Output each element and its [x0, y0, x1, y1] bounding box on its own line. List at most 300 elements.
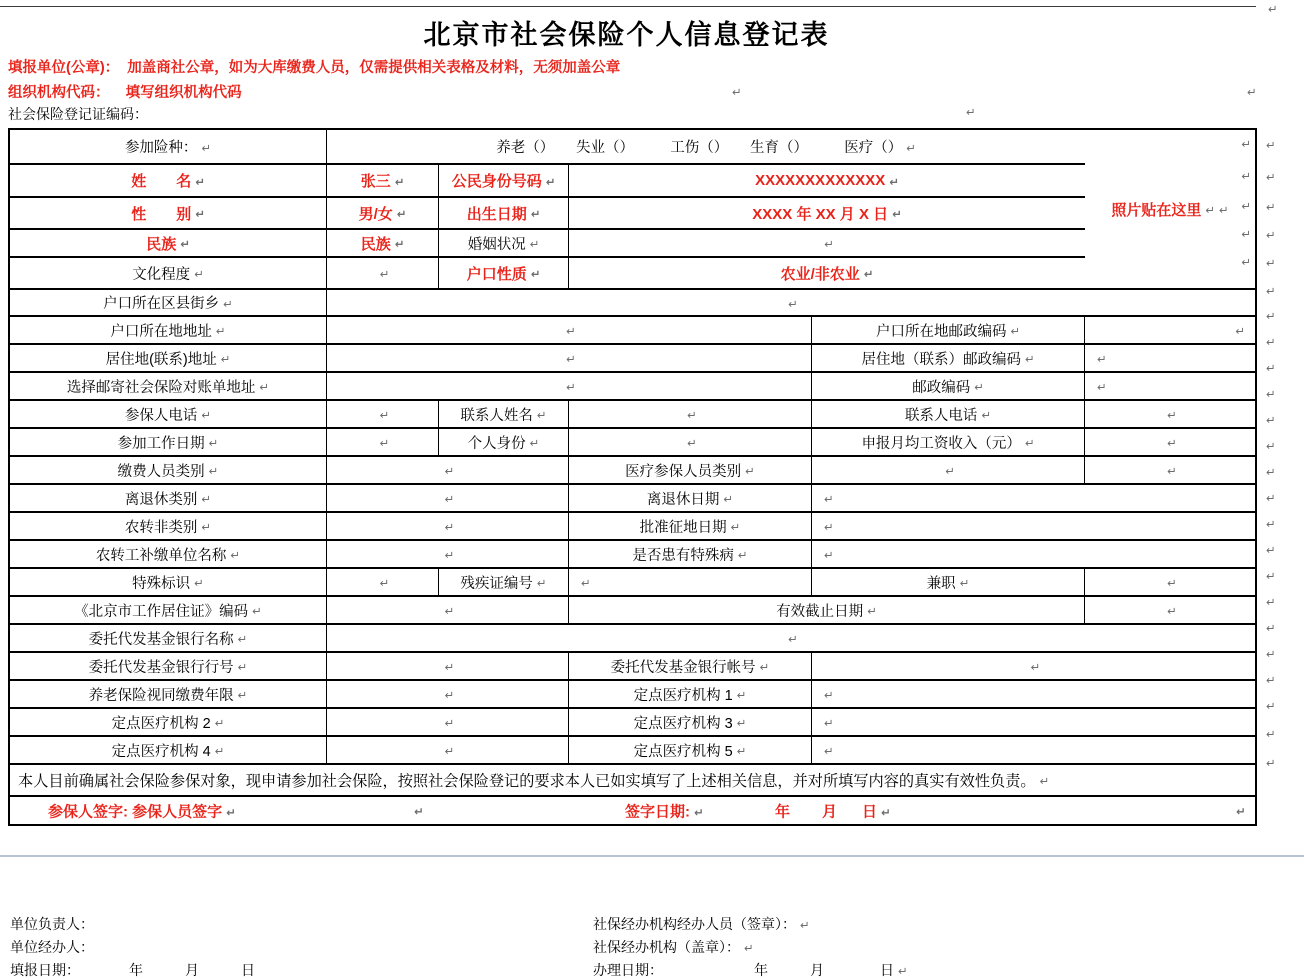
table-cell-label[interactable] — [439, 198, 569, 228]
note-org-code-label: 组织机构代码： — [8, 85, 110, 101]
table-cell-input[interactable] — [327, 737, 569, 763]
top-rows-container — [10, 130, 1085, 288]
pilcrow-mark: ↵ — [1219, 203, 1229, 217]
table-cell-input[interactable] — [1085, 569, 1255, 595]
table-cell-input[interactable] — [812, 541, 1255, 567]
pilcrow-mark: ↵ — [444, 464, 455, 478]
cell-text: 离退休类别 — [124, 491, 198, 508]
pilcrow-mark: ↵ — [379, 436, 390, 450]
table-cell-input[interactable] — [327, 541, 569, 567]
table-cell-input[interactable] — [812, 737, 1255, 763]
cell-text: 参加工作日期 — [117, 435, 205, 452]
pilcrow-mark: ↵ — [1097, 380, 1107, 394]
pilcrow-mark: ↵ — [195, 207, 205, 221]
table-cell-label — [569, 513, 812, 539]
pilcrow-mark: ↵ — [1266, 755, 1276, 770]
table-row — [10, 709, 1255, 737]
table-cell-label — [569, 457, 812, 483]
table-cell-label — [812, 569, 1085, 595]
pilcrow-mark: ↵ — [201, 140, 212, 155]
footer-line-text: 单位经办人： — [10, 939, 94, 955]
pilcrow-mark: ↵ — [1266, 673, 1276, 687]
table-cell-label — [569, 597, 1085, 623]
table-cell-input[interactable] — [327, 258, 439, 288]
cell-text: 《北京市工作居住证》编码 — [74, 603, 249, 620]
table-cell-label — [10, 513, 327, 539]
table-cell-input[interactable] — [1085, 345, 1255, 371]
cell-text: 定点医疗机构 1 — [633, 687, 733, 704]
table-cell-input[interactable] — [569, 401, 812, 427]
signature-item — [775, 800, 790, 821]
note-fill-unit — [8, 56, 620, 77]
table-row — [10, 457, 1255, 485]
pilcrow-mark: ↵ — [1266, 283, 1276, 298]
table-cell-input[interactable] — [327, 485, 569, 511]
pilcrow-mark: ↵ — [1266, 595, 1276, 609]
signature-item — [625, 800, 704, 821]
declaration-cell — [10, 765, 1255, 795]
pilcrow-mark: ↵ — [959, 576, 970, 590]
footer-line-right-0 — [593, 914, 810, 934]
pilcrow-mark: ↵ — [824, 492, 834, 506]
cell-text: 医疗参保人员类别 — [625, 463, 742, 480]
table-cell-input[interactable] — [1085, 457, 1255, 483]
pilcrow-mark: ↵ — [530, 267, 541, 281]
registration-cert-number-label: 社会保险登记证编码： — [8, 106, 148, 122]
table-row — [10, 373, 1255, 401]
pilcrow-mark: ↵ — [195, 174, 205, 189]
table-cell-label — [10, 258, 327, 288]
pilcrow-mark: ↵ — [379, 408, 390, 422]
pilcrow-mark: ↵ — [1024, 436, 1035, 450]
cell-text: 男/女 — [358, 205, 393, 223]
footer-line-right-1 — [593, 937, 754, 957]
pilcrow-mark: ↵ — [1266, 543, 1276, 557]
cell-text: 文化程度 — [132, 266, 191, 283]
pilcrow-mark: ↵ — [536, 576, 547, 590]
table-cell-label — [10, 401, 327, 427]
pilcrow-mark: ↵ — [867, 604, 877, 618]
cell-text: 民族 — [146, 235, 177, 253]
pilcrow-mark: ↵ — [379, 267, 390, 281]
table-cell-label — [439, 230, 569, 256]
table-cell-label — [569, 709, 812, 735]
pilcrow-mark: ↵ — [1039, 774, 1050, 788]
pilcrow-mark: ↵ — [889, 174, 899, 189]
table-row — [10, 653, 1255, 681]
cell-text: 邮政编码 — [912, 379, 971, 396]
cell-text: 性 别 — [131, 205, 192, 223]
table-cell-input[interactable] — [1085, 597, 1255, 623]
table-cell-label — [10, 625, 327, 651]
pilcrow-mark: ↵ — [201, 408, 212, 422]
pilcrow-mark: ↵ — [1266, 387, 1276, 401]
pilcrow-mark: ↵ — [1266, 137, 1276, 152]
cell-text: 参保人电话 — [124, 407, 198, 424]
pilcrow-mark: ↵ — [215, 324, 226, 338]
table-cell-label — [812, 373, 1085, 399]
pilcrow-mark: ↵ — [1266, 647, 1276, 661]
table-cell-label[interactable] — [327, 198, 439, 228]
table-cell-label — [10, 373, 327, 399]
pilcrow-mark: ↵ — [259, 380, 270, 394]
window-bottom-edge — [0, 855, 1304, 857]
table-cell-input[interactable] — [569, 569, 812, 595]
table-row — [10, 597, 1255, 625]
pilcrow-mark: ↵ — [394, 174, 405, 189]
table-row — [10, 130, 1085, 165]
cell-text: 联系人电话 — [904, 407, 978, 424]
table-row — [10, 258, 1085, 288]
table-cell-input[interactable] — [327, 653, 569, 679]
pilcrow-mark: ↵ — [1030, 660, 1041, 674]
cell-text: 个人身份 — [467, 435, 526, 452]
pilcrow-mark: ↵ — [824, 744, 834, 758]
pilcrow-mark: ↵ — [1241, 199, 1251, 213]
table-row — [10, 401, 1255, 429]
pilcrow-mark: ↵ — [394, 237, 405, 251]
table-row — [10, 230, 1085, 258]
pilcrow-mark: ↵ — [444, 492, 455, 506]
pilcrow-mark: ↵ — [1266, 699, 1276, 713]
cell-text: 残疾证编号 — [460, 575, 533, 592]
table-cell-label — [569, 541, 812, 567]
table-cell-label — [439, 569, 569, 595]
table-cell-label — [327, 130, 1085, 163]
pilcrow-mark: ↵ — [1268, 2, 1278, 16]
table-cell-input[interactable] — [327, 457, 569, 483]
table-cell-input[interactable] — [812, 653, 1255, 679]
table-cell-input[interactable] — [1085, 317, 1255, 343]
pilcrow-mark: ↵ — [906, 140, 916, 155]
cell-text: 参加险种： — [124, 140, 198, 156]
table-cell-label — [10, 541, 327, 567]
footer-line-right-2 — [593, 960, 908, 980]
pilcrow-mark: ↵ — [1266, 335, 1276, 349]
cell-text: 申报月均工资收入（元） — [861, 435, 1021, 452]
note-org-code — [8, 81, 242, 102]
pilcrow-mark: ↵ — [1266, 169, 1276, 184]
pilcrow-mark: ↵ — [788, 296, 798, 311]
table-cell-label — [10, 737, 327, 763]
table-cell-label — [10, 653, 327, 679]
pilcrow-mark: ↵ — [736, 688, 747, 702]
cell-text: XXXX 年 XX 月 X 日 — [752, 205, 889, 223]
pilcrow-mark: ↵ — [180, 237, 190, 251]
cell-text: 定点医疗机构 4 — [111, 743, 211, 760]
footer-line-text: 单位负责人： — [10, 916, 94, 932]
table-cell-input[interactable] — [327, 345, 812, 371]
pilcrow-mark: ↵ — [1205, 203, 1216, 217]
cell-text: 委托代发基金银行行号 — [88, 659, 234, 676]
note-fill-unit-text: 加盖商社公章，如为大库缴费人员，仅需提供相关表格及材料，无须加盖公章 — [119, 60, 621, 76]
table-row — [10, 569, 1255, 597]
table-cell-input[interactable] — [812, 513, 1255, 539]
pilcrow-mark: ↵ — [892, 207, 902, 221]
table-cell-input[interactable] — [327, 429, 439, 455]
footer-line-text: 办理日期： 年 月 日 — [593, 962, 894, 978]
pilcrow-mark: ↵ — [444, 604, 455, 618]
table-cell-label[interactable] — [439, 165, 569, 196]
table-cell-input[interactable] — [812, 485, 1255, 511]
table-cell-label — [812, 317, 1085, 343]
signature-row — [10, 797, 1255, 824]
pilcrow-mark: ↵ — [530, 207, 541, 221]
table-cell-input[interactable] — [569, 429, 812, 455]
table-cell-label[interactable] — [569, 165, 1085, 196]
signature-item — [862, 800, 891, 821]
table-cell-input[interactable] — [327, 513, 569, 539]
pilcrow-mark: ↵ — [208, 436, 219, 450]
pilcrow-mark: ↵ — [736, 716, 747, 730]
table-cell-label — [569, 737, 812, 763]
cell-text: 居住地(联系)地址 — [105, 351, 217, 368]
pilcrow-mark: ↵ — [1266, 200, 1276, 214]
pilcrow-mark: ↵ — [1241, 255, 1251, 269]
signature-item-text: 参保人签字: 参保人员签字 — [48, 803, 223, 820]
cell-text: XXXXXXXXXXXXX — [755, 172, 886, 189]
pilcrow-mark: ↵ — [981, 408, 992, 422]
table-cell-label — [10, 130, 327, 163]
pilcrow-mark: ↵ — [824, 520, 834, 534]
table-cell-input[interactable] — [327, 681, 569, 707]
cell-text: 姓 名 — [131, 173, 192, 190]
pilcrow-mark: ↵ — [1241, 137, 1251, 151]
table-cell-label — [439, 429, 569, 455]
pilcrow-mark: ↵ — [1167, 576, 1177, 590]
footer-line-text: 社保经办机构（盖章）： — [593, 939, 740, 955]
pilcrow-mark: ↵ — [414, 804, 424, 818]
table-cell-input[interactable] — [327, 625, 1255, 651]
table-cell-label — [10, 345, 327, 371]
page-top-border — [0, 6, 1256, 7]
table-cell-label[interactable] — [10, 198, 327, 228]
cell-text: 户口所在区县街乡 — [103, 296, 220, 312]
footer-line-text: 社保经办机构经办人员（签章）： — [593, 916, 796, 932]
pilcrow-mark: ↵ — [1167, 464, 1177, 478]
pilcrow-mark: ↵ — [1266, 413, 1276, 427]
cell-text: 委托代发基金银行帐号 — [610, 659, 756, 676]
pilcrow-mark: ↵ — [723, 492, 734, 506]
table-cell-input[interactable] — [812, 681, 1255, 707]
table-cell-label[interactable] — [439, 258, 569, 288]
pilcrow-mark: ↵ — [237, 688, 248, 702]
pilcrow-mark: ↵ — [444, 716, 455, 730]
table-cell-input[interactable] — [1085, 401, 1255, 427]
cell-text: 张三 — [360, 173, 391, 190]
table-row — [10, 541, 1255, 569]
table-row — [10, 345, 1255, 373]
pilcrow-mark: ↵ — [759, 660, 770, 674]
table-row — [10, 198, 1085, 230]
signature-item-text: 签字日期: — [625, 803, 690, 820]
table-cell-label — [569, 485, 812, 511]
pilcrow-mark: ↵ — [545, 174, 556, 189]
cell-text: 批准征地日期 — [639, 519, 727, 536]
table-cell-input[interactable] — [327, 290, 1255, 315]
cell-text: 农业/非农业 — [780, 265, 860, 283]
cell-text: 农转非类别 — [124, 519, 198, 536]
pilcrow-mark: ↵ — [945, 464, 955, 478]
pilcrow-mark: ↵ — [566, 324, 576, 338]
pilcrow-mark: ↵ — [863, 267, 874, 281]
table-cell-input[interactable] — [327, 709, 569, 735]
pilcrow-mark: ↵ — [529, 436, 540, 450]
pilcrow-mark: ↵ — [566, 352, 576, 366]
table-row — [10, 737, 1255, 765]
pilcrow-mark: ↵ — [237, 660, 248, 674]
pilcrow-mark: ↵ — [580, 576, 591, 590]
pilcrow-mark: ↵ — [1266, 309, 1276, 323]
pilcrow-mark: ↵ — [1235, 324, 1245, 338]
signature-item — [822, 800, 837, 821]
note-org-code-text: 填写组织机构代码 — [109, 85, 242, 101]
pilcrow-mark: ↵ — [1024, 352, 1035, 366]
pilcrow-mark: ↵ — [566, 380, 576, 394]
pilcrow-mark: ↵ — [230, 548, 241, 562]
table-cell-label — [439, 401, 569, 427]
table-row — [10, 485, 1255, 513]
pilcrow-mark: ↵ — [214, 716, 225, 730]
cell-text: 定点医疗机构 3 — [633, 715, 733, 732]
table-row — [10, 681, 1255, 709]
cell-text: 公民身份号码 — [451, 173, 542, 190]
table-cell-label — [10, 317, 327, 343]
pilcrow-mark: ↵ — [737, 548, 748, 562]
pilcrow-mark: ↵ — [1247, 85, 1257, 99]
pilcrow-mark: ↵ — [444, 660, 455, 674]
table-cell-label — [10, 569, 327, 595]
table-cell-label — [10, 681, 327, 707]
table-cell-input[interactable] — [1085, 429, 1255, 455]
pilcrow-mark: ↵ — [208, 464, 219, 478]
table-cell-label — [812, 345, 1085, 371]
pilcrow-mark: ↵ — [824, 548, 834, 562]
cell-text: 户口性质 — [466, 265, 527, 283]
pilcrow-mark: ↵ — [694, 805, 704, 819]
pilcrow-mark: ↵ — [1167, 436, 1177, 450]
pilcrow-mark: ↵ — [529, 237, 540, 251]
pilcrow-mark: ↵ — [730, 520, 741, 534]
table-row — [10, 317, 1255, 345]
pilcrow-mark: ↵ — [223, 296, 233, 311]
table-cell-input[interactable] — [327, 597, 569, 623]
cell-text: 特殊标识 — [132, 575, 191, 592]
table-cell-input[interactable] — [327, 317, 812, 343]
signature-item-text: 年 — [775, 803, 791, 820]
declaration-text: 本人目前确属社会保险参保对象，现申请参加社会保险，按照社会保险登记的要求本人已如实填写了上述相关信息，并对所填写内容的真实有效性负责。 — [18, 772, 1036, 790]
cell-text: 定点医疗机构 2 — [111, 715, 211, 732]
table-cell-input[interactable] — [327, 569, 439, 595]
pilcrow-mark: ↵ — [800, 918, 810, 932]
cell-text: 民族 — [360, 235, 391, 253]
pilcrow-mark: ↵ — [744, 941, 754, 955]
signature-item-text: 月 — [822, 803, 838, 820]
pilcrow-mark: ↵ — [745, 464, 755, 478]
cell-text: 养老保险视同缴费年限 — [88, 687, 234, 704]
pilcrow-mark: ↵ — [824, 237, 834, 251]
pilcrow-mark: ↵ — [194, 267, 204, 281]
table-cell-label[interactable] — [327, 230, 439, 256]
table-row — [10, 290, 1255, 317]
table-cell-label[interactable] — [569, 258, 1085, 288]
pilcrow-mark: ↵ — [1266, 491, 1276, 505]
pilcrow-mark: ↵ — [1167, 604, 1177, 618]
signature-pilcrow — [410, 802, 424, 819]
cell-text: 联系人姓名 — [460, 407, 533, 424]
table-cell-input[interactable] — [1085, 373, 1255, 399]
table-cell-input[interactable] — [812, 709, 1255, 735]
pilcrow-mark: ↵ — [732, 85, 742, 99]
form-title: 北京市社会保险个人信息登记表 — [423, 20, 830, 50]
pilcrow-mark: ↵ — [194, 576, 204, 590]
table-cell-input[interactable] — [327, 401, 439, 427]
table-cell-label — [569, 653, 812, 679]
cell-text: 出生日期 — [466, 205, 527, 223]
photo-cell-label: 照片贴在这里 — [1111, 201, 1202, 219]
cell-text: 委托代发基金银行名称 — [88, 631, 234, 648]
table-top-section — [10, 130, 1255, 290]
pilcrow-mark: ↵ — [214, 744, 225, 758]
pilcrow-mark: ↵ — [1266, 621, 1276, 635]
table-cell-label — [10, 485, 327, 511]
table-row — [10, 513, 1255, 541]
pilcrow-mark: ↵ — [736, 744, 747, 758]
table-cell-input[interactable] — [812, 457, 1085, 483]
pilcrow-mark: ↵ — [444, 744, 455, 758]
footer-line-left-0 — [10, 914, 94, 934]
table-cell-input[interactable] — [569, 230, 1085, 256]
photo-cell[interactable] — [1085, 130, 1255, 288]
pilcrow-mark: ↵ — [444, 520, 455, 534]
table-cell-label — [10, 597, 327, 623]
pilcrow-mark: ↵ — [1266, 465, 1276, 479]
pilcrow-mark: ↵ — [687, 436, 697, 450]
cell-text: 兼职 — [926, 575, 956, 592]
table-cell-label — [812, 401, 1085, 427]
table-cell-label[interactable] — [569, 198, 1085, 228]
cell-text: 婚姻状况 — [467, 236, 526, 253]
pilcrow-mark: ↵ — [966, 105, 976, 119]
signature-pilcrow — [1232, 802, 1246, 819]
pilcrow-mark: ↵ — [824, 688, 834, 702]
cell-text: 定点医疗机构 5 — [633, 743, 733, 760]
table-cell-label[interactable] — [10, 230, 327, 256]
footer-line-left-1 — [10, 937, 94, 957]
pilcrow-mark: ↵ — [444, 548, 455, 562]
cell-text: 农转工补缴单位名称 — [95, 547, 227, 564]
table-cell-input[interactable] — [327, 373, 812, 399]
table-cell-label — [10, 429, 327, 455]
table-row — [10, 625, 1255, 653]
table-row — [10, 429, 1255, 457]
table-cell-label[interactable] — [10, 165, 327, 196]
pilcrow-mark: ↵ — [1266, 439, 1276, 453]
cell-text: 户口所在地地址 — [110, 323, 212, 340]
pilcrow-mark: ↵ — [1266, 361, 1276, 375]
pilcrow-mark: ↵ — [536, 408, 547, 422]
signature-item — [48, 800, 236, 821]
cell-text: 离退休日期 — [646, 491, 720, 508]
pilcrow-mark: ↵ — [1266, 727, 1276, 741]
pilcrow-mark: ↵ — [898, 964, 908, 978]
pilcrow-mark: ↵ — [1097, 352, 1107, 366]
pilcrow-mark: ↵ — [396, 207, 407, 221]
pilcrow-mark: ↵ — [1266, 228, 1276, 242]
table-cell-label — [10, 290, 327, 315]
pilcrow-mark: ↵ — [226, 805, 236, 819]
table-cell-label[interactable] — [327, 165, 439, 196]
